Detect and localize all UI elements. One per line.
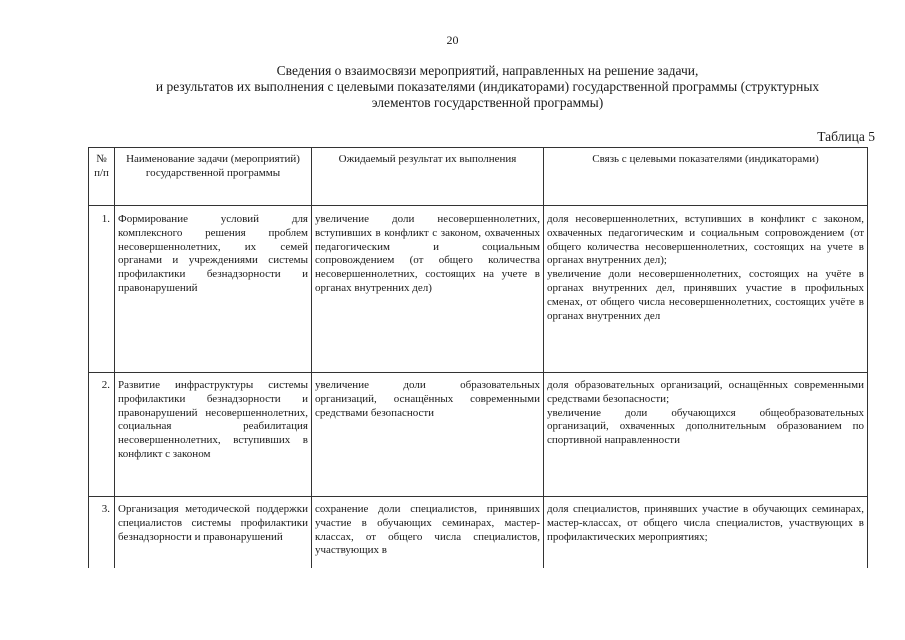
indicator-text: увеличение доли несовершеннолетних, состоящих на учёте в органах внутренних дел, принявших участие в профильных сменах, от общего числа несовершеннолетних, состоящих учёте в органах внутренних дел [547,268,864,322]
row-task: Развитие инфраструктуры системы профилактики безнадзорности и правонарушений несовершеннолетних, социальная реабилитация несовершеннолетних, вступивших в конфликт с законом [115,373,312,497]
table-header-row [89,148,868,206]
table-row [89,373,868,497]
title-line-2: и результатов их выполнения с целевыми показателями (индикаторами) государственной программы (структурных [155,79,820,94]
row-indicators [544,497,868,569]
indicator-text: доля образовательных организаций, оснащённых современными средствами безопасности; [547,379,864,405]
row-task: Организация методической поддержки специалистов системы профилактики безнадзорности и правонарушений [115,497,312,569]
page-number: 20 [446,33,459,47]
title-line-1: Сведения о взаимосвязи мероприятий, направленных на решение задачи, [276,63,699,78]
row-indicators [544,206,868,373]
header-number: № п/п [89,148,115,206]
indicator-text: доля специалистов, принявших участие в обучающих семинарах, мастер-классах, от общего числа специалистов, участвующих в профилактических мероприятиях; [547,503,864,543]
row-result: увеличение доли несовершеннолетних, вступивших в конфликт с законом, охваченных педагогическим и социальным сопровождением (от общего количества несовершеннолетних, состоящих на учете в органах внутренних дел) [312,206,544,373]
row-number: 2. [89,373,115,497]
header-indicators: Связь с целевыми показателями (индикаторами) [544,148,868,206]
row-result: увеличение доли образовательных организаций, оснащённых современными средствами безопасности [312,373,544,497]
row-indicators [544,373,868,497]
relations-table [88,147,868,568]
table-row [89,206,868,373]
document-title [90,63,885,111]
header-task: Наименование задачи (мероприятий) государственной программы [115,148,312,206]
row-number: 3. [89,497,115,569]
title-line-3: элементов государственной программы) [371,95,604,110]
indicator-text: доля несовершеннолетних, вступивших в конфликт с законом, охваченных педагогическим и социальным сопровождением (от общего количества несовершеннолетних, состоящих на учете в органах внутренних дел); [547,213,864,267]
table-label: Таблица 5 [817,129,875,144]
row-number: 1. [89,206,115,373]
table-row [89,497,868,569]
row-result: сохранение доли специалистов, принявших участие в обучающих семинарах, мастер-классах, от общего числа специалистов, участвующих в [312,497,544,569]
header-result: Ожидаемый результат их выполнения [312,148,544,206]
row-task: Формирование условий для комплексного решения проблем несовершеннолетних, их семей органами и учреждениями системы профилактики безнадзорности и правонарушений [115,206,312,373]
indicator-text: увеличение доли обучающихся общеобразовательных организаций, охваченных дополнительным образованием по спортивной направленности [547,406,864,447]
